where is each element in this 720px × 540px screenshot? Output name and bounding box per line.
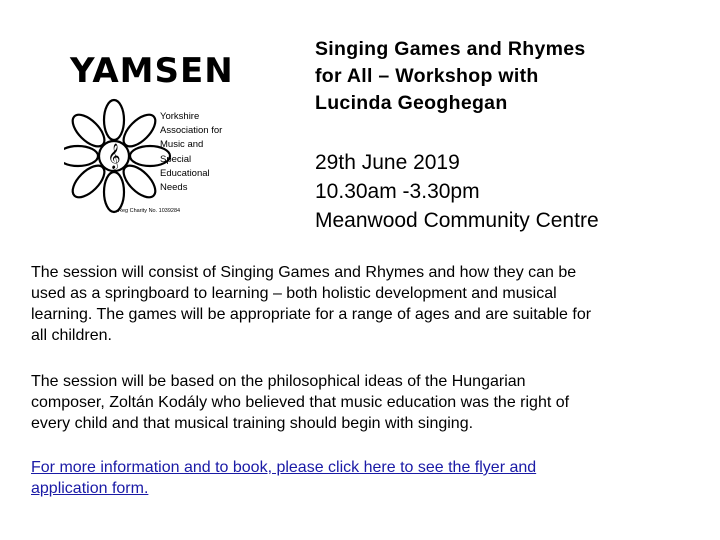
paragraph-line: learning. The games will be appropriate for a range of ages and are suitable for bbox=[31, 306, 592, 323]
link-line[interactable]: For more information and to book, please click here to see the flyer and bbox=[31, 459, 537, 476]
event-date: 29th June 2019 bbox=[315, 151, 460, 174]
event-title bbox=[315, 36, 586, 117]
logo-line: Association for bbox=[160, 125, 223, 137]
paragraph-line: composer, Zoltán Kodály who believed that music education was the right of bbox=[31, 394, 570, 411]
paragraph-line: The session will consist of Singing Games and Rhymes and how they can be bbox=[31, 264, 577, 281]
link-line[interactable]: application form. bbox=[31, 480, 149, 497]
description-paragraph bbox=[31, 262, 681, 346]
svg-text:𝄞: 𝄞 bbox=[107, 144, 121, 169]
yamsen-logo bbox=[64, 46, 244, 218]
logo-text bbox=[160, 110, 222, 195]
title-line: Lucinda Geoghegan bbox=[315, 92, 508, 114]
logo-line: Yorkshire bbox=[160, 111, 200, 122]
paragraph-line: The session will be based on the philosophical ideas of the Hungarian bbox=[31, 373, 526, 390]
logo-line: Educational bbox=[160, 167, 210, 179]
booking-link[interactable] bbox=[31, 457, 651, 499]
philosophy-paragraph bbox=[31, 371, 681, 434]
charity-number: Reg Charity No. 1039284 bbox=[118, 208, 181, 214]
event-details bbox=[315, 148, 599, 235]
logo-title: YAMSEN bbox=[70, 51, 234, 91]
paragraph-line: all children. bbox=[31, 327, 112, 344]
paragraph-line: used as a springboard to learning – both holistic development and musical bbox=[31, 285, 557, 302]
event-venue: Meanwood Community Centre bbox=[315, 209, 599, 232]
title-line: for All – Workshop with bbox=[315, 65, 539, 87]
event-time: 10.30am -3.30pm bbox=[315, 180, 480, 203]
paragraph-line: every child and that musical training should begin with singing. bbox=[31, 415, 474, 432]
logo-line: Needs bbox=[160, 182, 188, 194]
logo-line: Music and bbox=[160, 139, 204, 151]
title-line: Singing Games and Rhymes bbox=[315, 38, 586, 60]
logo-line: Special bbox=[160, 153, 192, 165]
